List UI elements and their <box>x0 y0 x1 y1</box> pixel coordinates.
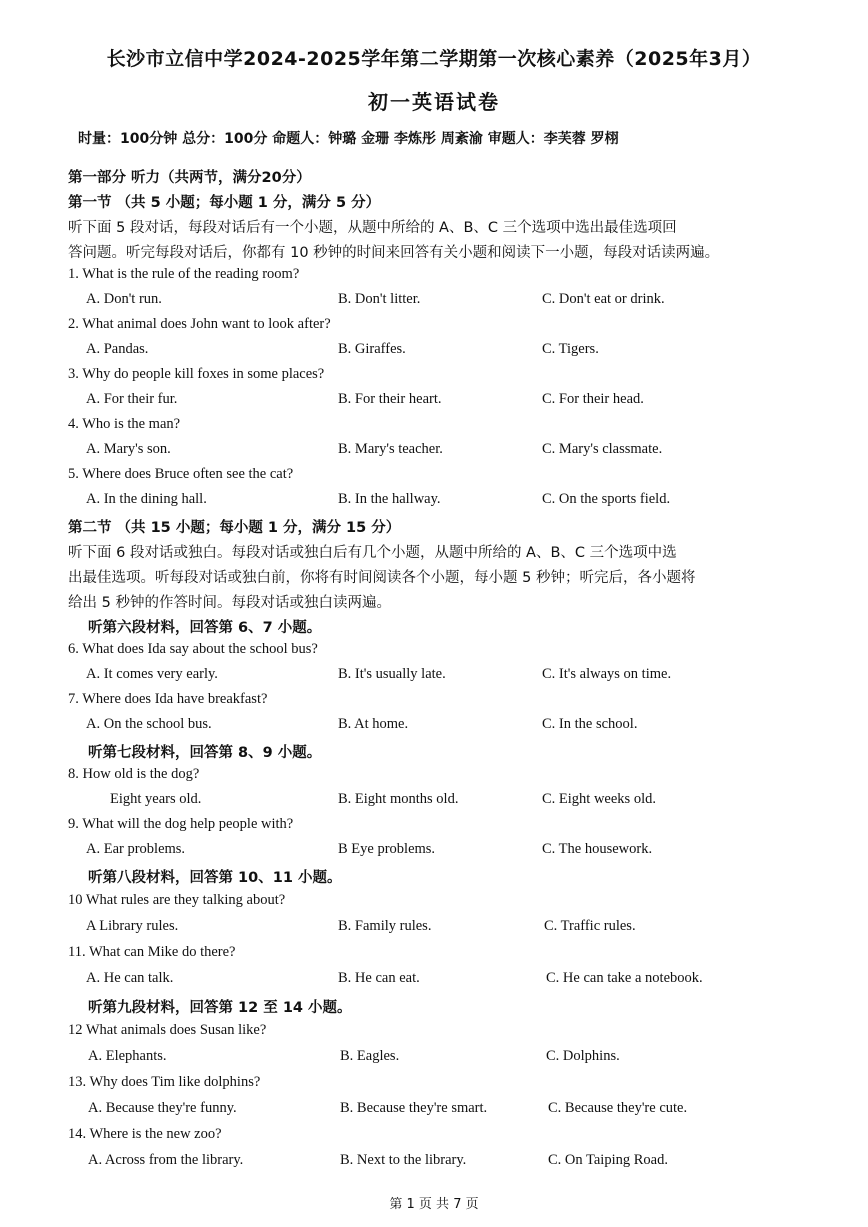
option-b: B. Eight months old. <box>338 791 459 807</box>
option-c: C. Mary's classmate. <box>542 441 663 457</box>
option-b: B. He can eat. <box>338 970 420 986</box>
material-heading: 听第七段材料，回答第 8、9 小题。 <box>88 745 322 761</box>
option-b: B. It's usually late. <box>338 666 446 682</box>
exam-subtitle: 初一英语试卷 <box>368 90 500 114</box>
option-b: B Eye problems. <box>338 841 436 857</box>
question-text: 14. Where is the new zoo? <box>68 1126 222 1142</box>
question-text: 7. Where does Ida have breakfast? <box>68 691 268 707</box>
section1-heading: 第一节 （共 5 小题；每小题 1 分，满分 5 分） <box>68 195 381 211</box>
section2-instruction-line: 出最佳选项。听每段对话或独白前，你将有时间阅读各个小题，每小题 5 秒钟；听完后，各小题将 <box>68 570 696 586</box>
option-c: C. Dolphins. <box>546 1048 620 1064</box>
option-b: B. Next to the library. <box>340 1152 467 1168</box>
option-a: Eight years old. <box>110 791 202 807</box>
material-heading: 听第九段材料，回答第 12 至 14 小题。 <box>88 1000 352 1016</box>
option-c: C. Because they're cute. <box>548 1100 688 1116</box>
option-c: C. On Taiping Road. <box>548 1152 668 1168</box>
option-b: B. Family rules. <box>338 918 432 934</box>
option-b: B. Giraffes. <box>338 341 406 357</box>
material-heading: 听第八段材料，回答第 10、11 小题。 <box>88 870 342 886</box>
option-c: C. Traffic rules. <box>544 918 636 934</box>
exam-meta: 时量：100分钟 总分：100分 命题人：钟璐 金珊 李炼彤 周紊渝 审题人：李芙蓉 罗栩 <box>78 131 619 147</box>
option-c: C. Tigers. <box>542 341 599 357</box>
question-text: 2. What animal does John want to look after? <box>68 316 331 332</box>
option-c: C. He can take a notebook. <box>546 970 703 986</box>
section2-instruction-line: 给出 5 秒钟的作答时间。每段对话或独白读两遍。 <box>68 595 391 611</box>
question-text: 12 What animals does Susan like? <box>68 1022 267 1038</box>
question-text: 4. Who is the man? <box>68 416 181 432</box>
option-a: A. Don't run. <box>86 291 162 307</box>
material-heading: 听第六段材料，回答第 6、7 小题。 <box>88 620 322 636</box>
question-text: 1. What is the rule of the reading room? <box>68 266 300 282</box>
option-a: A. Ear problems. <box>86 841 186 857</box>
question-text: 6. What does Ida say about the school bus? <box>68 641 318 657</box>
option-b: B. For their heart. <box>338 391 442 407</box>
option-a: A Library rules. <box>86 918 179 934</box>
question-text: 3. Why do people kill foxes in some places? <box>68 366 325 382</box>
section1-instruction-line: 答问题。听完每段对话后，你都有 10 秒钟的时间来回答有关小题和阅读下一小题，每段对话读两遍。 <box>68 245 720 261</box>
page-number: 第 1 页 共 7 页 <box>389 1197 479 1212</box>
section2-instruction-line: 听下面 6 段对话或独白。每段对话或独白后有几个小题，从题中所给的 A、B、C 三个选项中选 <box>68 545 677 561</box>
option-a: A. Mary's son. <box>86 441 171 457</box>
option-c: C. On the sports field. <box>542 491 671 507</box>
option-b: B. At home. <box>338 716 409 732</box>
question-text: 9. What will the dog help people with? <box>68 816 294 832</box>
option-b: B. Because they're smart. <box>340 1100 488 1116</box>
option-a: A. For their fur. <box>86 391 178 407</box>
section1-instruction-line: 听下面 5 段对话，每段对话后有一个小题，从题中所给的 A、B、C 三个选项中选出最佳选项回 <box>68 220 677 236</box>
option-b: B. Eagles. <box>340 1048 400 1064</box>
part1-heading: 第一部分 听力（共两节，满分20分） <box>68 170 311 186</box>
option-a: A. In the dining hall. <box>86 491 207 507</box>
option-c: C. The housework. <box>542 841 653 857</box>
section2-heading: 第二节 （共 15 小题；每小题 1 分，满分 15 分） <box>68 520 401 536</box>
option-b: B. Mary's teacher. <box>338 441 443 457</box>
option-a: A. On the school bus. <box>86 716 212 732</box>
question-text: 5. Where does Bruce often see the cat? <box>68 466 294 482</box>
question-text: 11. What can Mike do there? <box>68 944 236 960</box>
question-text: 10 What rules are they talking about? <box>68 892 286 908</box>
option-a: A. Because they're funny. <box>88 1100 237 1116</box>
option-a: A. It comes very early. <box>86 666 218 682</box>
option-c: C. Don't eat or drink. <box>542 291 665 307</box>
option-c: C. Eight weeks old. <box>542 791 656 807</box>
option-a: A. Across from the library. <box>88 1152 244 1168</box>
option-a: A. Pandas. <box>86 341 149 357</box>
option-a: A. He can talk. <box>86 970 174 986</box>
option-b: B. In the hallway. <box>338 491 441 507</box>
option-b: B. Don't litter. <box>338 291 421 307</box>
option-c: C. For their head. <box>542 391 644 407</box>
exam-title: 长沙市立信中学2024-2025学年第二学期第一次核心素养（2025年3月） <box>106 48 762 70</box>
question-text: 13. Why does Tim like dolphins? <box>68 1074 261 1090</box>
option-c: C. It's always on time. <box>542 666 672 682</box>
option-c: C. In the school. <box>542 716 638 732</box>
option-a: A. Elephants. <box>88 1048 167 1064</box>
question-text: 8. How old is the dog? <box>68 766 200 782</box>
